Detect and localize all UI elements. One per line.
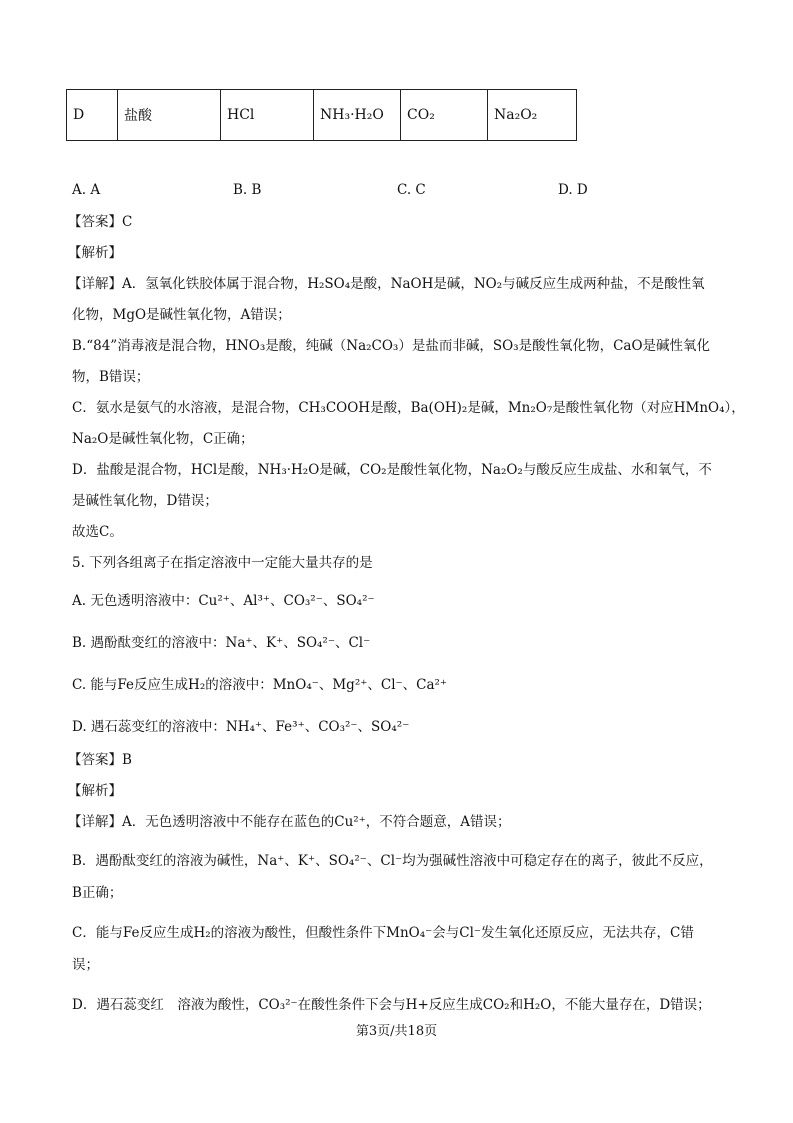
table-cell: NH₃·H₂O <box>314 90 401 141</box>
q4-detail-line: C．氨水是氨气的水溶液，是混合物，CH₃COOH是酸，Ba(OH)₂是碱，Mn₂O₇是酸性氧化物（对应HMnO₄）， <box>72 400 745 416</box>
q5-answer: 【答案】B <box>68 752 132 768</box>
q5-option-c: C. 能与Fe反应生成H₂的溶液中：MnO₄⁻、Mg²⁺、Cl⁻、Ca²⁺ <box>72 677 448 693</box>
q4-detail-line: 物，B错误； <box>72 369 150 385</box>
table-cell: HCl <box>221 90 314 141</box>
q4-detail-line: D．盐酸是混合物，HCl是酸，NH₃·H₂O是碱，CO₂是酸性氧化物，Na₂O₂与酸反应生成盐、水和氧气，不 <box>72 462 712 478</box>
q4-detail-line: 化物，MgO是碱性氧化物，A错误； <box>72 307 291 323</box>
q4-options <box>72 182 672 200</box>
option-c: C. C <box>397 182 426 198</box>
table-cell: 盐酸 <box>118 90 221 141</box>
q5-detail-line: 【详解】A．无色透明溶液中不能存在蓝色的Cu²⁺，不符合题意，A错误； <box>68 814 511 830</box>
q4-detail-line: Na₂O是碱性氧化物，C正确； <box>72 431 254 447</box>
q5-detail-line: D．遇石蕊变红 溶液为酸性，CO₃²⁻在酸性条件下会与H+反应生成CO₂和H₂O，不能大量存在，D错误； <box>72 997 711 1013</box>
option-b: B. B <box>233 182 262 198</box>
table-cell: D <box>67 90 118 141</box>
table-cell: Na₂O₂ <box>488 90 577 141</box>
option-a: A. A <box>72 182 101 198</box>
q4-detail-line: 故选C。 <box>72 524 123 540</box>
q4-analysis-label: 【解析】 <box>68 245 122 261</box>
q5-detail-line: B正确； <box>72 885 123 901</box>
q5-detail-line: B．遇酚酞变红的溶液为碱性，Na⁺、K⁺、SO₄²⁻、Cl⁻均为强碱性溶液中可稳定存在的离子，彼此不反应， <box>72 853 713 869</box>
page-footer: 第3页/共18页 <box>355 1024 438 1039</box>
q4-detail-line: 是碱性氧化物，D错误； <box>72 493 218 509</box>
q5-option-a: A. 无色透明溶液中：Cu²⁺、Al³⁺、CO₃²⁻、SO₄²⁻ <box>72 593 375 609</box>
option-d: D. D <box>558 182 588 198</box>
q5-detail-line: C．能与Fe反应生成H₂的溶液为酸性，但酸性条件下MnO₄⁻会与Cl⁻发生氧化还原反应，无法共存，C错 <box>72 925 694 941</box>
q5-analysis-label: 【解析】 <box>68 783 122 799</box>
q4-detail-line: B.“84”消毒液是混合物，HNO₃是酸，纯碱（Na₂CO₃）是盐而非碱，SO₃是酸性氧化物，CaO是碱性氧化 <box>72 338 711 354</box>
answer-table <box>66 89 577 141</box>
q5-option-d: D. 遇石蕊变红的溶液中：NH₄⁺、Fe³⁺、CO₃²⁻、SO₄²⁻ <box>72 719 410 735</box>
q4-answer: 【答案】C <box>68 214 133 230</box>
q5-stem: 5. 下列各组离子在指定溶液中一定能大量共存的是 <box>72 555 373 571</box>
q4-detail-line: 【详解】A．氢氧化铁胶体属于混合物，H₂SO₄是酸，NaOH是碱，NO₂与碱反应生成两种盐，不是酸性氧 <box>68 276 705 292</box>
table-cell: CO₂ <box>401 90 488 141</box>
q5-detail-line: 误； <box>72 957 99 973</box>
table-row <box>67 90 577 141</box>
q5-option-b: B. 遇酚酞变红的溶液中：Na⁺、K⁺、SO₄²⁻、Cl⁻ <box>72 635 371 651</box>
